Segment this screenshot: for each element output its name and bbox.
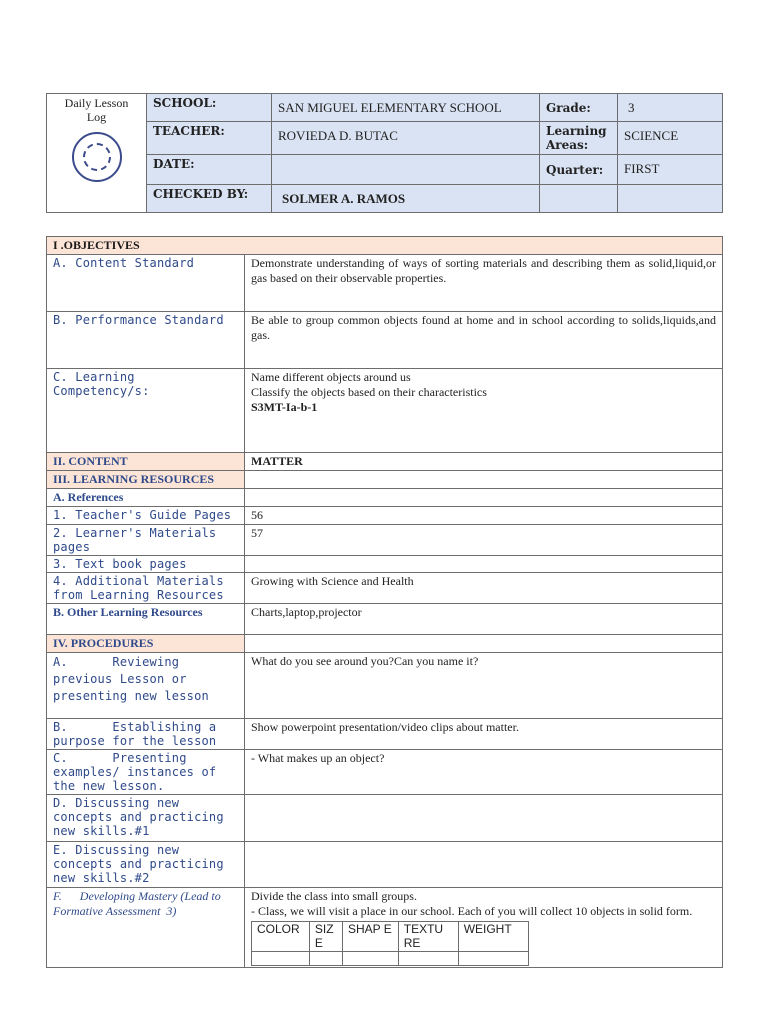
procedure-c-label: C. Presenting examples/ instances of the new lesson.: [47, 750, 245, 795]
content-heading: II. CONTENT: [47, 453, 245, 471]
procedure-a-label: A. Reviewing previous Lesson or presenting new lesson: [47, 653, 245, 719]
textbook-pages-label: 3. Text book pages: [47, 556, 245, 573]
procedure-f-line: - Class, we will visit a place in our school. Each of you will collect 10 objects in solid form.: [251, 904, 693, 918]
learners-materials-label: 2. Learner's Materials pages: [47, 525, 245, 556]
learning-competency-value: [245, 369, 723, 453]
procedure-d-value: [245, 795, 723, 842]
performance-standard-value: Be able to group common objects found at home and in school according to solids,liquids,and gas.: [245, 312, 723, 369]
checked-by-value: SOLMER A. RAMOS: [272, 185, 540, 213]
quarter-label: Quarter:: [540, 155, 618, 185]
school-value: SAN MIGUEL ELEMENTARY SCHOOL: [272, 94, 540, 122]
empty-cell: [245, 635, 723, 653]
empty-cell: [245, 489, 723, 507]
lesson-table: [46, 236, 723, 968]
competency-code: S3MT-Ia-b-1: [251, 400, 318, 414]
references-label: A. References: [47, 489, 245, 507]
logo-cell: [47, 94, 147, 213]
quarter-value: FIRST: [618, 155, 723, 185]
learning-areas-value: SCIENCE: [618, 122, 723, 155]
date-value: [272, 155, 540, 185]
learning-resources-heading: III. LEARNING RESOURCES: [47, 471, 245, 489]
learning-competency-label: C. Learning Competency/s:: [47, 369, 245, 453]
observation-header: COLOR: [252, 922, 310, 952]
grade-label: Grade:: [540, 94, 618, 122]
checked-by-label: CHECKED BY:: [147, 185, 272, 213]
additional-materials-label: 4. Additional Materials from Learning Resources: [47, 573, 245, 604]
empty-cell: [618, 185, 723, 213]
performance-standard-label: B. Performance Standard: [47, 312, 245, 369]
observation-header: WEIGHT: [458, 922, 528, 952]
procedures-heading: IV. PROCEDURES: [47, 635, 245, 653]
content-standard-value: Demonstrate understanding of ways of sorting materials and describing them as solid,liquid,or gas based on their observable properties.: [245, 255, 723, 312]
observation-cell: [252, 952, 310, 966]
objectives-heading: I .OBJECTIVES: [47, 237, 723, 255]
teacher-label: TEACHER:: [147, 122, 272, 155]
grade-value: 3: [618, 94, 723, 122]
header-table: [46, 93, 723, 213]
observation-cell: [342, 952, 398, 966]
observation-header: SHAP E: [342, 922, 398, 952]
procedure-a-value: What do you see around you?Can you name it?: [245, 653, 723, 719]
additional-materials-value: Growing with Science and Health: [245, 573, 723, 604]
teacher-value: ROVIEDA D. BUTAC: [272, 122, 540, 155]
observation-table: [251, 921, 529, 966]
textbook-pages-value: [245, 556, 723, 573]
competency-line: Name different objects around us: [251, 370, 411, 384]
procedure-f-line: Divide the class into small groups.: [251, 889, 417, 903]
teachers-guide-label: 1. Teacher's Guide Pages: [47, 507, 245, 525]
observation-header: SIZ E: [309, 922, 342, 952]
observation-header: TEXTU RE: [398, 922, 458, 952]
school-label: SCHOOL:: [147, 94, 272, 122]
deped-seal-icon: [72, 132, 122, 182]
observation-cell: [458, 952, 528, 966]
procedure-d-label: D. Discussing new concepts and practicing new skills.#1: [47, 795, 245, 842]
teachers-guide-value: 56: [245, 507, 723, 525]
document-title: Daily Lesson Log: [64, 96, 129, 124]
content-value: MATTER: [245, 453, 723, 471]
procedure-f-value: [245, 888, 723, 968]
observation-cell: [398, 952, 458, 966]
content-standard-label: A. Content Standard: [47, 255, 245, 312]
procedure-e-value: [245, 842, 723, 888]
observation-cell: [309, 952, 342, 966]
procedure-b-value: Show powerpoint presentation/video clips about matter.: [245, 719, 723, 750]
other-resources-label: B. Other Learning Resources: [47, 604, 245, 635]
procedure-f-label: F. Developing Mastery (Lead to Formative Assessment 3): [47, 888, 245, 968]
procedure-b-label: B. Establishing a purpose for the lesson: [47, 719, 245, 750]
procedure-c-value: - What makes up an object?: [245, 750, 723, 795]
procedure-e-label: E. Discussing new concepts and practicing new skills.#2: [47, 842, 245, 888]
learning-areas-label: Learning Areas:: [540, 122, 618, 155]
empty-cell: [245, 471, 723, 489]
learners-materials-value: 57: [245, 525, 723, 556]
empty-cell: [540, 185, 618, 213]
competency-line: Classify the objects based on their characteristics: [251, 385, 487, 399]
other-resources-value: Charts,laptop,projector: [245, 604, 723, 635]
date-label: DATE:: [147, 155, 272, 185]
